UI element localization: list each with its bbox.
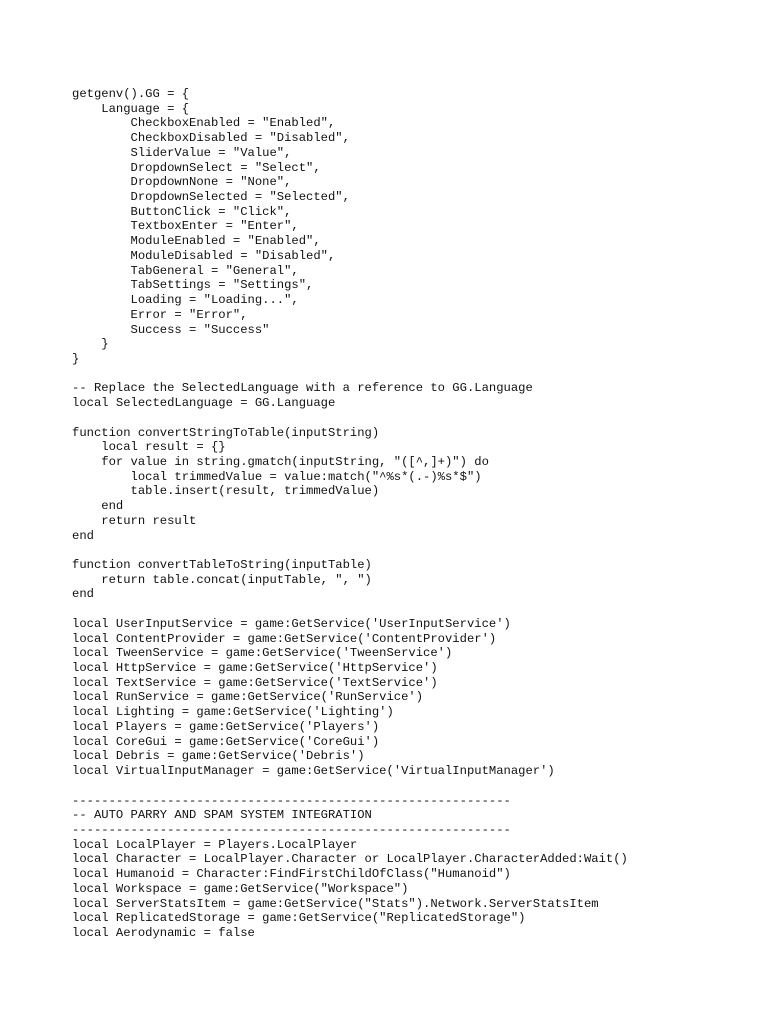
code-line: function convertTableToString(inputTable) bbox=[72, 558, 372, 572]
code-line: local Workspace = game:GetService("Workspace") bbox=[72, 881, 409, 896]
code-line: TabSettings = "Settings", bbox=[72, 278, 314, 293]
code-line: -- Replace the SelectedLanguage with a reference to GG.Language bbox=[72, 381, 533, 396]
code-line: ModuleEnabled = "Enabled", bbox=[72, 234, 321, 249]
code-line bbox=[72, 367, 628, 382]
code-line bbox=[72, 602, 628, 617]
code-line: end bbox=[72, 587, 94, 602]
code-line: DropdownNone = "None", bbox=[72, 175, 292, 190]
code-line: for value in string.gmatch(inputString, "([^,]+)") do bbox=[72, 454, 489, 469]
code-line: Loading = "Loading...", bbox=[72, 293, 299, 308]
code-line: getgenv().GG = { bbox=[72, 87, 190, 101]
code-line: ------------------------------------------------------------ bbox=[72, 793, 511, 808]
code-line: local HttpService = game:GetService('HttpService') bbox=[72, 661, 438, 676]
code-line: SliderValue = "Value", bbox=[72, 145, 292, 160]
code-line: local VirtualInputManager = game:GetService('VirtualInputManager') bbox=[72, 764, 555, 779]
code-line: CheckboxEnabled = "Enabled", bbox=[72, 116, 336, 131]
code-line: return table.concat(inputTable, ", ") bbox=[72, 572, 372, 587]
code-line: local Lighting = game:GetService('Lighting') bbox=[72, 705, 394, 720]
code-line: local UserInputService = game:GetService('UserInputService') bbox=[72, 616, 511, 631]
code-line: } bbox=[72, 351, 80, 366]
code-line: local Aerodynamic = false bbox=[72, 925, 255, 940]
code-line: table.insert(result, trimmedValue) bbox=[72, 484, 380, 499]
code-line: local LocalPlayer = Players.LocalPlayer bbox=[72, 837, 358, 852]
code-line: end bbox=[72, 499, 124, 514]
code-listing bbox=[72, 87, 628, 941]
code-line: local TextService = game:GetService('TextService') bbox=[72, 675, 438, 690]
code-line: local Debris = game:GetService('Debris') bbox=[72, 749, 365, 764]
code-line: TabGeneral = "General", bbox=[72, 263, 299, 278]
code-line: TextboxEnter = "Enter", bbox=[72, 219, 299, 234]
code-line: local Character = LocalPlayer.Character or LocalPlayer.CharacterAdded:Wait() bbox=[72, 852, 628, 867]
code-line: local CoreGui = game:GetService('CoreGui') bbox=[72, 734, 380, 749]
code-line: DropdownSelect = "Select", bbox=[72, 160, 321, 175]
code-line: -- AUTO PARRY AND SPAM SYSTEM INTEGRATION bbox=[72, 808, 372, 823]
code-line: end bbox=[72, 528, 94, 543]
code-line: DropdownSelected = "Selected", bbox=[72, 190, 350, 205]
code-line: local RunService = game:GetService('RunService') bbox=[72, 690, 424, 705]
code-line: ------------------------------------------------------------ bbox=[72, 822, 511, 837]
code-line: Language = { bbox=[72, 101, 190, 116]
code-line: ModuleDisabled = "Disabled", bbox=[72, 248, 336, 263]
code-line: } bbox=[72, 337, 109, 352]
code-line: local SelectedLanguage = GG.Language bbox=[72, 396, 336, 411]
code-line: CheckboxDisabled = "Disabled", bbox=[72, 131, 350, 146]
code-line: return result bbox=[72, 513, 197, 528]
code-line: local TweenService = game:GetService('TweenService') bbox=[72, 646, 453, 661]
code-line: Error = "Error", bbox=[72, 307, 248, 322]
code-line: local ReplicatedStorage = game:GetService("ReplicatedStorage") bbox=[72, 911, 526, 926]
code-line: local result = {} bbox=[72, 440, 226, 455]
code-line: local Players = game:GetService('Players') bbox=[72, 719, 380, 734]
code-line bbox=[72, 543, 628, 558]
code-line bbox=[72, 779, 628, 794]
code-line: function convertStringToTable(inputString) bbox=[72, 425, 380, 440]
code-line: ButtonClick = "Click", bbox=[72, 204, 292, 219]
code-line: Success = "Success" bbox=[72, 322, 270, 337]
code-line bbox=[72, 411, 628, 426]
code-line: local Humanoid = Character:FindFirstChildOfClass("Humanoid") bbox=[72, 867, 511, 882]
code-line: local trimmedValue = value:match("^%s*(.-)%s*$") bbox=[72, 469, 482, 484]
code-line: local ContentProvider = game:GetService('ContentProvider') bbox=[72, 631, 497, 646]
code-line: local ServerStatsItem = game:GetService("Stats").Network.ServerStatsItem bbox=[72, 896, 599, 911]
